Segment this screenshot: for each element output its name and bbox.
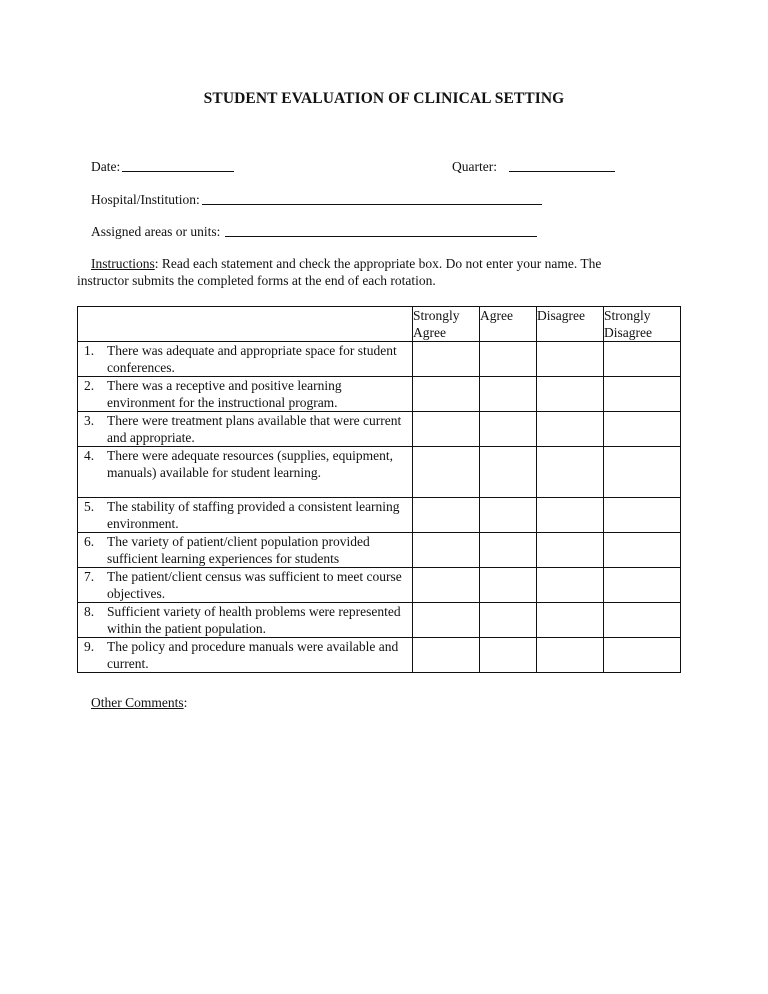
agree-box[interactable] (480, 342, 537, 377)
statement-text: There were adequate resources (supplies, equipment, manuals) available for student learning. (107, 448, 394, 480)
strongly-disagree-box[interactable] (604, 377, 681, 412)
evaluation-table (77, 306, 681, 673)
strongly-agree-box[interactable] (413, 447, 480, 498)
header-statement (78, 307, 413, 342)
quarter-field[interactable] (452, 159, 615, 175)
date-field[interactable] (91, 159, 234, 175)
instructions-line-1 (91, 255, 691, 273)
strongly-disagree-box[interactable] (604, 568, 681, 603)
header-strongly-disagree: Strongly Disagree (604, 307, 681, 342)
statement-text: The stability of staffing provided a consistent learning environment. (107, 499, 400, 531)
strongly-agree-box[interactable] (413, 603, 480, 638)
agree-box[interactable] (480, 603, 537, 638)
agree-box[interactable] (480, 447, 537, 498)
statement-number: 9. (84, 639, 95, 654)
strongly-agree-box[interactable] (413, 533, 480, 568)
statement-text: There was adequate and appropriate space for student conferences. (107, 343, 397, 375)
header-agree: Agree (480, 307, 537, 342)
statement-cell (78, 498, 413, 533)
hospital-label: Hospital/Institution: (91, 192, 200, 207)
agree-box[interactable] (480, 533, 537, 568)
table-row (78, 533, 681, 568)
quarter-blank[interactable] (509, 170, 615, 172)
strongly-disagree-box[interactable] (604, 533, 681, 568)
header-disagree: Disagree (537, 307, 604, 342)
disagree-box[interactable] (537, 377, 604, 412)
statement-cell (78, 412, 413, 447)
table-row (78, 638, 681, 673)
instructions-line-2: instructor submits the completed forms at the end of each rotation. (77, 273, 436, 288)
statement-cell (78, 533, 413, 568)
statement-number: 1. (84, 343, 95, 358)
hospital-blank[interactable] (202, 203, 542, 205)
disagree-box[interactable] (537, 447, 604, 498)
disagree-box[interactable] (537, 568, 604, 603)
agree-box[interactable] (480, 568, 537, 603)
quarter-label: Quarter: (452, 159, 497, 174)
table-row (78, 342, 681, 377)
agree-box[interactable] (480, 377, 537, 412)
strongly-agree-box[interactable] (413, 342, 480, 377)
other-comments-label: Other Comments (91, 695, 184, 710)
strongly-disagree-box[interactable] (604, 342, 681, 377)
date-label: Date: (91, 159, 121, 174)
strongly-disagree-box[interactable] (604, 412, 681, 447)
strongly-disagree-box[interactable] (604, 498, 681, 533)
strongly-agree-box[interactable] (413, 412, 480, 447)
instructions-label: Instructions (91, 256, 155, 271)
disagree-box[interactable] (537, 638, 604, 673)
table-row (78, 603, 681, 638)
table-row (78, 377, 681, 412)
statement-text: There were treatment plans available that were current and appropriate. (107, 413, 402, 445)
table-row (78, 412, 681, 447)
statement-number: 5. (84, 499, 95, 514)
strongly-disagree-box[interactable] (604, 638, 681, 673)
strongly-agree-box[interactable] (413, 638, 480, 673)
strongly-disagree-box[interactable] (604, 447, 681, 498)
instructions-text-1: : Read each statement and check the appropriate box. Do not enter your name. The (154, 256, 602, 271)
statement-number: 4. (84, 448, 95, 463)
statement-text: Sufficient variety of health problems were represented within the patient population. (107, 604, 401, 636)
statement-text: The variety of patient/client population provided sufficient learning experiences for students (107, 534, 370, 566)
strongly-agree-box[interactable] (413, 377, 480, 412)
agree-box[interactable] (480, 638, 537, 673)
disagree-box[interactable] (537, 412, 604, 447)
statement-number: 3. (84, 413, 95, 428)
table-header-row (78, 307, 681, 342)
date-blank[interactable] (122, 170, 234, 172)
statement-number: 6. (84, 534, 95, 549)
other-comments (91, 695, 187, 711)
hospital-field[interactable] (91, 192, 542, 208)
table-row (78, 568, 681, 603)
strongly-agree-box[interactable] (413, 498, 480, 533)
statement-cell (78, 377, 413, 412)
disagree-box[interactable] (537, 342, 604, 377)
statement-cell (78, 603, 413, 638)
areas-label: Assigned areas or units: (91, 224, 221, 239)
agree-box[interactable] (480, 412, 537, 447)
statement-text: The patient/client census was sufficient to meet course objectives. (107, 569, 402, 601)
statement-cell (78, 638, 413, 673)
disagree-box[interactable] (537, 603, 604, 638)
areas-blank[interactable] (225, 235, 537, 237)
disagree-box[interactable] (537, 533, 604, 568)
strongly-agree-box[interactable] (413, 568, 480, 603)
header-strongly-agree: Strongly Agree (413, 307, 480, 342)
statement-text: There was a receptive and positive learning environment for the instructional program. (107, 378, 342, 410)
strongly-disagree-box[interactable] (604, 603, 681, 638)
statement-text: The policy and procedure manuals were available and current. (107, 639, 399, 671)
statement-number: 2. (84, 378, 95, 393)
table-row (78, 498, 681, 533)
disagree-box[interactable] (537, 498, 604, 533)
table-row (78, 447, 681, 498)
agree-box[interactable] (480, 498, 537, 533)
statement-cell (78, 568, 413, 603)
statement-cell (78, 447, 413, 498)
statement-number: 7. (84, 569, 95, 584)
statement-number: 8. (84, 604, 95, 619)
areas-field[interactable] (91, 224, 537, 240)
other-comments-colon: : (183, 695, 188, 710)
statement-cell (78, 342, 413, 377)
form-title: STUDENT EVALUATION OF CLINICAL SETTING (203, 90, 565, 107)
